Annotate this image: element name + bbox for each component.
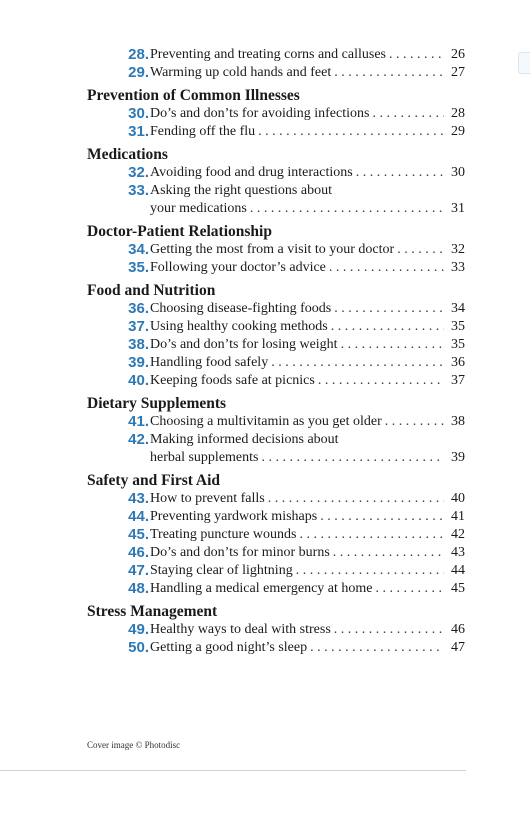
dot-leader — [334, 300, 444, 318]
page-edge-tab — [518, 52, 530, 74]
toc-entry[interactable] — [87, 372, 465, 390]
toc-section — [87, 394, 465, 467]
section-heading: Safety and First Aid — [87, 472, 221, 489]
toc-section — [87, 46, 465, 82]
entry-number: 48. — [128, 580, 149, 597]
page-number: 41 — [451, 509, 465, 524]
toc-entry[interactable] — [87, 431, 465, 467]
dot-leader — [250, 200, 444, 218]
entry-title: Asking the right questions about — [150, 183, 332, 198]
dot-leader — [331, 318, 444, 336]
entry-title: Keeping foods safe at picnics — [150, 373, 315, 388]
entry-number: 50. — [128, 639, 149, 656]
entry-title: Treating puncture wounds — [150, 527, 297, 542]
page-number: 36 — [451, 355, 465, 370]
dot-leader — [333, 544, 444, 562]
dot-leader — [356, 164, 444, 182]
entry-title: Handling a medical emergency at home — [150, 581, 373, 596]
entry-title: Healthy ways to deal with stress — [150, 622, 331, 637]
toc-entry[interactable] — [87, 123, 465, 141]
toc-entry[interactable] — [87, 639, 465, 657]
entry-number: 47. — [128, 562, 149, 579]
toc-entry[interactable] — [87, 105, 465, 123]
entry-number: 28. — [128, 46, 149, 63]
section-heading: Food and Nutrition — [87, 282, 216, 299]
toc-entry[interactable] — [87, 526, 465, 544]
toc-entry[interactable] — [87, 508, 465, 526]
entry-title: Making informed decisions about — [150, 432, 339, 447]
entry-title: Preventing and treating corns and calluses — [150, 47, 386, 62]
dot-leader — [389, 46, 444, 64]
dot-leader — [320, 508, 444, 526]
entry-title: Avoiding food and drug interactions — [150, 165, 353, 180]
entry-title: Choosing a multivitamin as you get older — [150, 414, 382, 429]
page-bottom-rule — [0, 770, 466, 771]
entry-number: 32. — [128, 164, 149, 181]
dot-leader — [318, 372, 444, 390]
page-number: 27 — [451, 65, 465, 80]
toc-entry[interactable] — [87, 300, 465, 318]
entry-title: Do’s and don’ts for losing weight — [150, 337, 338, 352]
toc-entry[interactable] — [87, 562, 465, 580]
entry-title: Using healthy cooking methods — [150, 319, 328, 334]
toc-section — [87, 471, 465, 598]
toc-entry[interactable] — [87, 490, 465, 508]
entry-title: herbal supplements — [150, 450, 259, 465]
page-number: 35 — [451, 337, 465, 352]
toc-entry[interactable] — [87, 354, 465, 372]
toc-section — [87, 281, 465, 390]
toc-entry[interactable] — [87, 46, 465, 64]
entry-title: Getting a good night’s sleep — [150, 640, 308, 655]
page-number: 34 — [451, 301, 465, 316]
table-of-contents — [87, 46, 465, 657]
page-number: 45 — [451, 581, 465, 596]
dot-leader — [268, 490, 444, 508]
toc-entry[interactable] — [87, 621, 465, 639]
page-number: 33 — [451, 260, 465, 275]
dot-leader — [385, 413, 444, 431]
page-number: 35 — [451, 319, 465, 334]
entry-title: Getting the most from a visit to your doctor — [150, 242, 395, 257]
entry-title: Do’s and don’ts for avoiding infections — [150, 106, 370, 121]
page-number: 31 — [451, 201, 465, 216]
toc-entry[interactable] — [87, 580, 465, 598]
dot-leader — [271, 354, 444, 372]
toc-section — [87, 222, 465, 277]
section-heading: Prevention of Common Illnesses — [87, 87, 300, 104]
dot-leader — [372, 105, 444, 123]
section-heading: Dietary Supplements — [87, 395, 227, 412]
page-number: 38 — [451, 414, 465, 429]
entry-number: 34. — [128, 241, 149, 258]
entry-number: 33. — [128, 182, 149, 199]
entry-number: 45. — [128, 526, 149, 543]
page-number: 44 — [451, 563, 465, 578]
page-number: 37 — [451, 373, 465, 388]
dot-leader — [261, 449, 444, 467]
entry-title: Warming up cold hands and feet — [150, 65, 332, 80]
page-number: 26 — [451, 47, 465, 62]
dot-leader — [299, 526, 444, 544]
dot-leader — [296, 562, 444, 580]
entry-title: Preventing yardwork mishaps — [150, 509, 318, 524]
entry-title: Following your doctor’s advice — [150, 260, 326, 275]
toc-section — [87, 602, 465, 657]
entry-number: 44. — [128, 508, 149, 525]
dot-leader — [334, 64, 444, 82]
dot-leader — [310, 639, 444, 657]
toc-entry[interactable] — [87, 413, 465, 431]
entry-title: How to prevent falls — [150, 491, 265, 506]
page-number: 46 — [451, 622, 465, 637]
dot-leader — [334, 621, 444, 639]
toc-entry[interactable] — [87, 241, 465, 259]
dot-leader — [258, 123, 444, 141]
entry-number: 38. — [128, 336, 149, 353]
section-heading: Doctor-Patient Relationship — [87, 223, 272, 240]
entry-number: 37. — [128, 318, 149, 335]
entry-number: 36. — [128, 300, 149, 317]
entry-title: Choosing disease-fighting foods — [150, 301, 332, 316]
entry-number: 41. — [128, 413, 149, 430]
toc-entry[interactable] — [87, 64, 465, 82]
page-number: 30 — [451, 165, 465, 180]
cover-image-credit: Cover image © Photodisc — [87, 740, 181, 750]
entry-number: 30. — [128, 105, 149, 122]
entry-number: 35. — [128, 259, 149, 276]
page-number: 42 — [451, 527, 465, 542]
toc-entry[interactable] — [87, 318, 465, 336]
entry-title: Handling food safely — [150, 355, 269, 370]
entry-number: 43. — [128, 490, 149, 507]
dot-leader — [341, 336, 444, 354]
dot-leader — [376, 580, 445, 598]
entry-number: 39. — [128, 354, 149, 371]
toc-entry[interactable] — [87, 336, 465, 354]
toc-entry[interactable] — [87, 182, 465, 218]
page-number: 32 — [451, 242, 465, 257]
page-number: 43 — [451, 545, 465, 560]
section-heading: Stress Management — [87, 603, 218, 620]
page-number: 47 — [451, 640, 465, 655]
entry-number: 29. — [128, 64, 149, 81]
entry-number: 46. — [128, 544, 149, 561]
page-number: 39 — [451, 450, 465, 465]
entry-number: 42. — [128, 431, 149, 448]
entry-title: Staying clear of lightning — [150, 563, 293, 578]
toc-section — [87, 145, 465, 218]
entry-title: your medications — [150, 201, 247, 216]
page-number: 29 — [451, 124, 465, 139]
entry-number: 31. — [128, 123, 149, 140]
dot-leader — [397, 241, 444, 259]
dot-leader — [329, 259, 444, 277]
entry-number: 49. — [128, 621, 149, 638]
toc-section — [87, 86, 465, 141]
toc-entry[interactable] — [87, 544, 465, 562]
entry-title: Fending off the flu — [150, 124, 256, 139]
page-number: 40 — [451, 491, 465, 506]
entry-number: 40. — [128, 372, 149, 389]
toc-entry[interactable] — [87, 259, 465, 277]
entry-title: Do’s and don’ts for minor burns — [150, 545, 330, 560]
toc-entry[interactable] — [87, 164, 465, 182]
page-number: 28 — [451, 106, 465, 121]
section-heading: Medications — [87, 146, 168, 163]
